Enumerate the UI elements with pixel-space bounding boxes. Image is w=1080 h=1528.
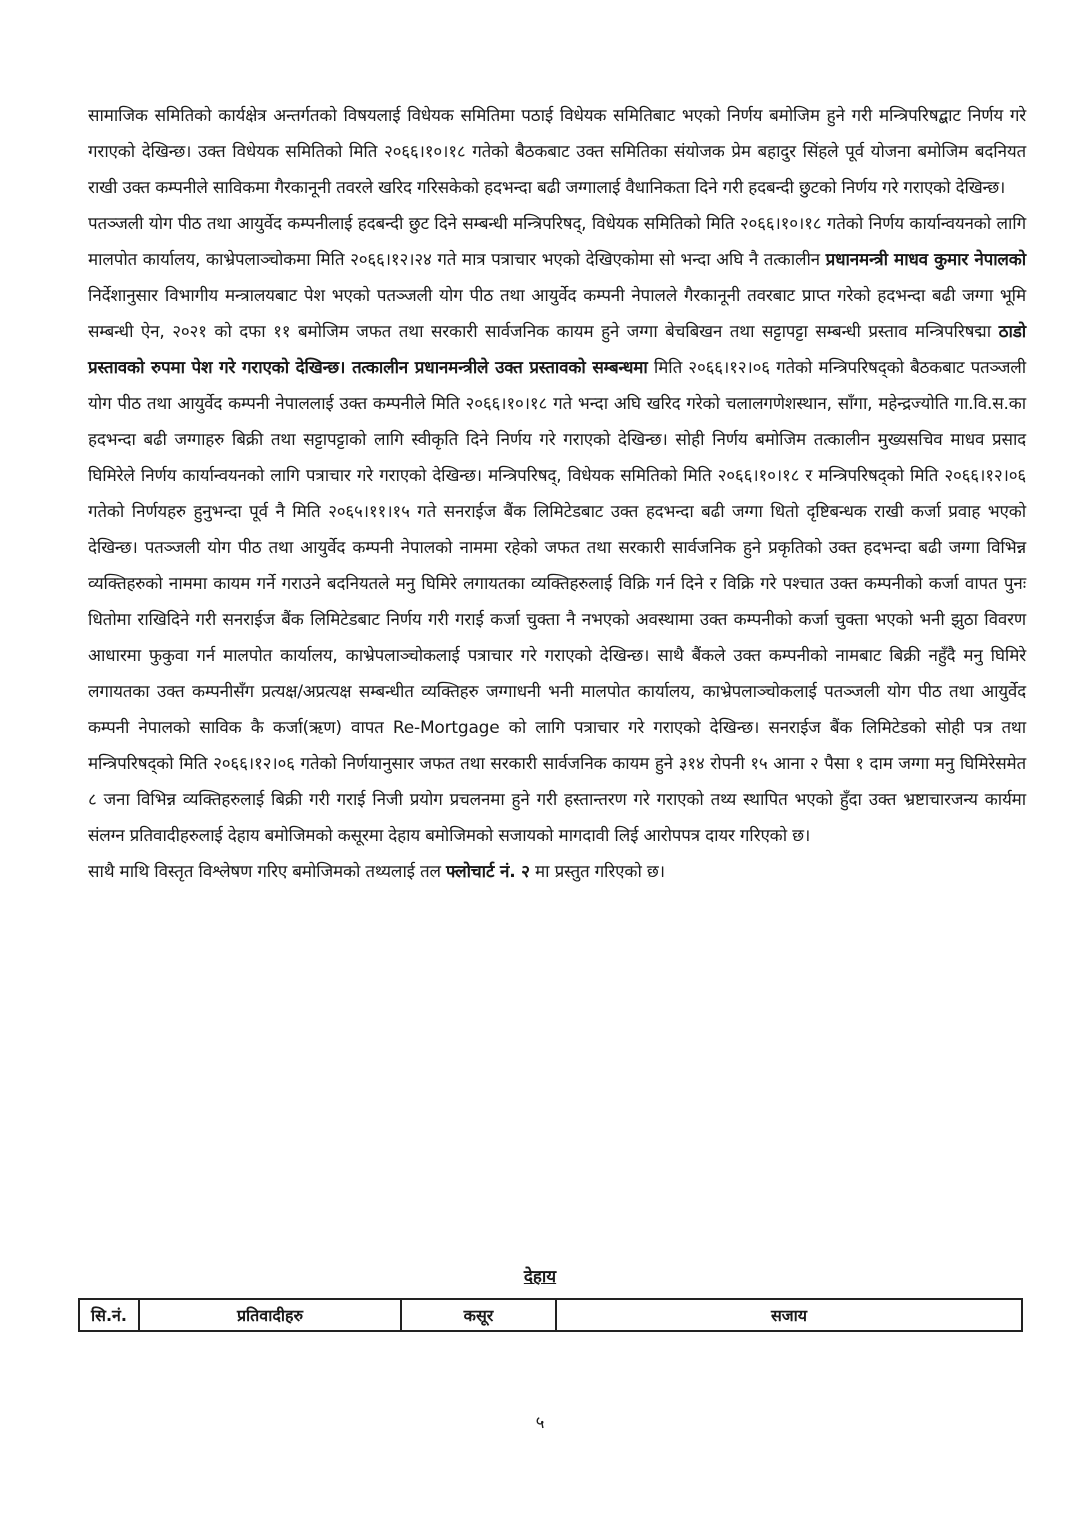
header-punishment: सजाय [556, 1299, 1022, 1331]
bold-text-run: ठाडो प्रस्तावको रुपमा पेश गरे गराएको देखिन्छ। तत्कालीन प्रधानमन्त्रीले उक्त प्रस्तावको सम्बन्धमा [88, 322, 1026, 378]
paragraph [88, 206, 1026, 854]
header-serial-no: सि.नं. [79, 1299, 139, 1331]
bold-text-run: प्रधानमन्त्री माधव कुमार नेपालको [825, 250, 1027, 270]
text-run: मिति २०६६।१२।०६ गतेको मन्त्रिपरिषद्को बैठकबाट पतञ्जली योग पीठ तथा आयुर्वेद कम्पनी नेपाललाई उक्त कम्पनीले मिति २०६६।१०।१८ गते भन्दा अघि खरिद गरेको चलालगणेशस्थान, साँगा, महेन्द्रज्योति गा.वि.स.का हदभन्दा बढी जग्गाहरु बिक्री तथा सट्टापट्टाको लागि स्वीकृति दिने निर्णय गरे गराएको देखिन्छ। सोही निर्णय बमोजिम तत्कालीन मुख्यसचिव माधव प्रसाद घिमिरेले निर्णय कार्यान्वयनको लागि पत्राचार गरे गराएको देखिन्छ। मन्त्रिपरिषद्, विधेयक समितिको मिति २०६६।१०।१८ र मन्त्रिपरिषद्को मिति २०६६।१२।०६ गतेको निर्णयहरु हुनुभन्दा पूर्व नै मिति २०६५।११।१५ गते सनराईज बैंक लिमिटेडबाट उक्त हदभन्दा बढी जग्गा धितो दृष्टिबन्धक राखी कर्जा प्रवाह भएको देखिन्छ। पतञ्जली योग पीठ तथा आयुर्वेद कम्पनी नेपालको नाममा रहेको जफत तथा सरकारी सार्वजनिक हुने प्रकृतिको उक्त हदभन्दा बढी जग्गा विभिन्न व्यक्तिहरुको नाममा कायम गर्ने गराउने बदनियतले मनु घिमिरे लगायतका व्यक्तिहरुलाई विक्रि गर्न दिने र विक्रि गरे पश्चात उक्त कम्पनीको कर्जा वापत पुनः धितोमा राखिदिने गरी सनराईज बैंक लिमिटेडबाट निर्णय गरी गराई कर्जा चुक्ता नै नभएको अवस्थामा उक्त कम्पनीको कर्जा चुक्ता भएको भनी झुठा विवरण आधारमा फुकुवा गर्न मालपोत कार्यालय, काभ्रेपलाञ्चोकलाई पत्राचार गरे गराएको देखिन्छ। साथै बैंकले उक्त कम्पनीको नामबाट बिक्री नहुँदै मनु घिमिरे लगायतका उक्त कम्पनीसँग प्रत्यक्ष/अप्रत्यक्ष सम्बन्धीत व्यक्तिहरु जग्गाधनी भनी मालपोत कार्यालय, काभ्रेपलाञ्चोकलाई पतञ्जली योग पीठ तथा आयुर्वेद कम्पनी नेपालको साविक कै कर्जा(ऋण) वापत Re-Mortgage को लागि पत्राचार गरे गराएको देखिन्छ। सनराईज बैंक लिमिटेडको सोही पत्र तथा मन्त्रिपरिषद्को मिति २०६६।१२।०६ गतेको निर्णयानुसार जफत तथा सरकारी सार्वजनिक कायम हुने ३१४ रोपनी १५ आना २ पैसा १ दाम जग्गा मनु घिमिरेसमेत ८ जना विभिन्न व्यक्तिहरुलाई बिक्री गरी गराई निजी प्रयोग प्रचलनमा हुने गरी हस्तान्तरण गरे गराएको तथ्य स्थापित भएको हुँदा उक्त भ्रष्टाचारजन्य कार्यमा संलग्न प्रतिवादीहरुलाई देहाय बमोजिमको कसूरमा देहाय बमोजिमको सजायको मागदावी लिई आरोपपत्र दायर गरिएको छ। [88, 358, 1026, 846]
paragraph [88, 98, 1026, 206]
bold-text-run: फ्लोचार्ट नं. २ [446, 862, 530, 882]
paragraph [88, 854, 1026, 890]
text-run: साथै माथि विस्तृत विश्लेषण गरिए बमोजिमको तथ्यलाई तल [88, 862, 447, 882]
table-header-row [79, 1299, 1022, 1331]
text-run: पतञ्जली योग पीठ तथा आयुर्वेद कम्पनीलाई हदबन्दी छुट दिने सम्बन्धी मन्त्रिपरिषद्, विधेयक समितिको मिति २०६६।१०।१८ गतेको निर्णय कार्यान्वयनको लागि मालपोत कार्यालय, काभ्रेपलाञ्चोकमा मिति २०६६।१२।२४ गते मात्र पत्राचार भएको देखिएकोमा सो भन्दा अघि नै तत्कालीन [88, 214, 1026, 270]
header-offense: कसूर [401, 1299, 556, 1331]
defendants-table [78, 1298, 1023, 1332]
body-text [88, 98, 1026, 890]
text-run: सामाजिक समितिको कार्यक्षेत्र अन्तर्गतको विषयलाई विधेयक समितिमा पठाई विधेयक समितिबाट भएको निर्णय बमोजिम हुने गरी मन्त्रिपरिषद्बाट निर्णय गरे गराएको देखिन्छ। उक्त विधेयक समितिको मिति २०६६।१०।१८ गतेको बैठकबाट उक्त समितिका संयोजक प्रेम बहादुर सिंहले पूर्व योजना बमोजिम बदनियत राखी उक्त कम्पनीले साविकमा गैरकानूनी तवरले खरिद गरिसकेको हदभन्दा बढी जग्गालाई वैधानिकता दिने गरी हदबन्दी छुटको निर्णय गरे गराएको देखिन्छ। [88, 106, 1026, 198]
page-number: ५ [535, 1413, 545, 1433]
section-heading: देहाय [523, 1267, 557, 1287]
header-defendants: प्रतिवादीहरु [139, 1299, 401, 1331]
text-run: निर्देशानुसार विभागीय मन्त्रालयबाट पेश भएको पतञ्जली योग पीठ तथा आयुर्वेद कम्पनी नेपालले गैरकानूनी तवरबाट प्राप्त गरेको हदभन्दा बढी जग्गा भूमि सम्बन्धी ऐन, २०२१ को दफा ११ बमोजिम जफत तथा सरकारी सार्वजनिक कायम हुने जग्गा बेचबिखन तथा सट्टापट्टा सम्बन्धी प्रस्ताव मन्त्रिपरिषद्मा [88, 286, 1026, 342]
text-run: मा प्रस्तुत गरिएको छ। [529, 862, 665, 882]
